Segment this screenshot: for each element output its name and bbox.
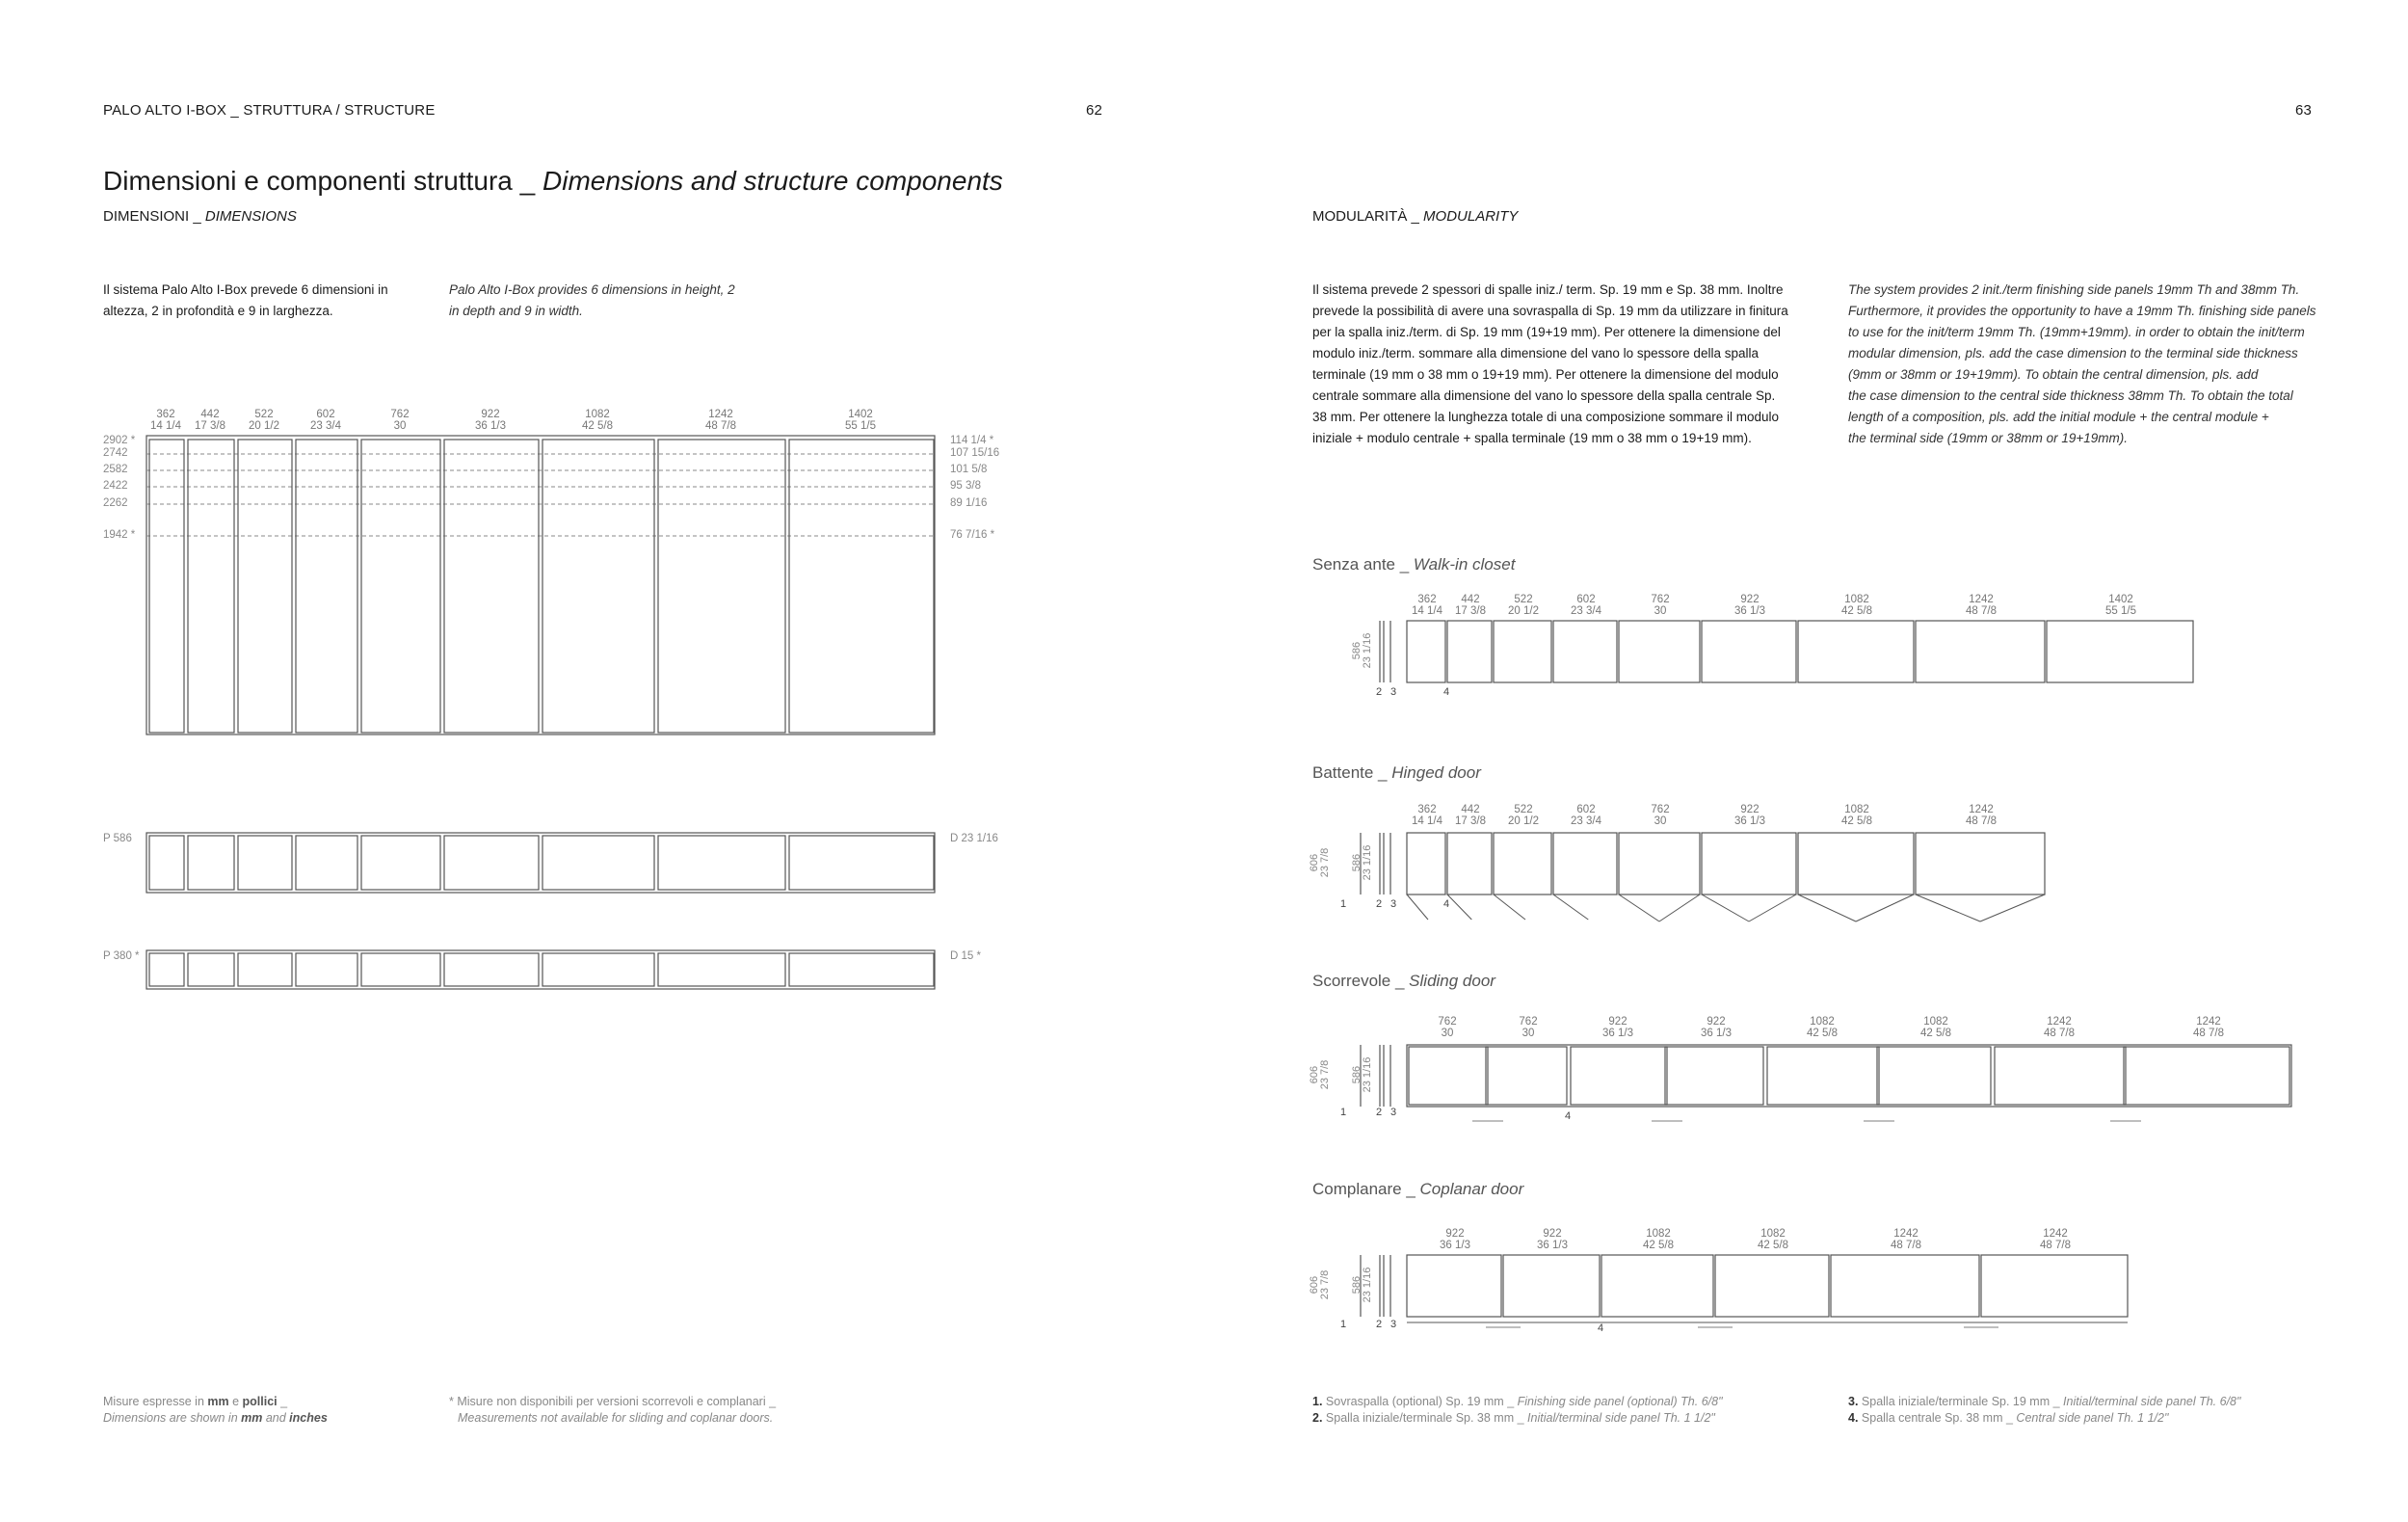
hinged-width-label-in: 30 [1654, 815, 1667, 827]
hinged-width-label [1571, 804, 1601, 827]
width-label [582, 409, 613, 432]
panel-number: 2 [1376, 898, 1383, 910]
door-swing-line [1916, 895, 1980, 921]
height-label-in: 101 5/8 [950, 464, 988, 475]
sliding-width-label-mm: 1082 [1810, 1016, 1835, 1028]
sliding-door-panel [2124, 1047, 2289, 1105]
panel-number: 2 [1376, 1319, 1383, 1330]
sliding-width-label-mm: 1242 [2196, 1016, 2221, 1028]
legend-item: 4. Spalla centrale Sp. 38 mm _ Central side panel Th. 1 1/2" [1848, 1411, 2169, 1425]
panel-number: 3 [1390, 898, 1397, 910]
walkin-width-label [2105, 594, 2136, 617]
plan-module [658, 836, 785, 890]
hinged-module [1702, 833, 1796, 895]
sliding-width-label-mm: 1242 [2047, 1016, 2072, 1028]
walkin-width-label-in: 48 7/8 [1966, 605, 1997, 617]
width-label-in: 48 7/8 [705, 420, 736, 432]
width-label-mm: 1242 [708, 409, 733, 420]
panel-number: 4 [1443, 898, 1450, 910]
hinged-width-label [1412, 804, 1442, 827]
page-title-it: Dimensioni e componenti struttura _ [103, 166, 542, 196]
height-label-in: 114 1/4 * [950, 435, 994, 446]
sliding-width-label [1519, 1016, 1537, 1039]
walkin-width-label [1455, 594, 1486, 617]
hinged-width-label-in: 14 1/4 [1412, 815, 1442, 827]
coplanar-width-label [1643, 1228, 1674, 1251]
coplanar-width-label-in: 48 7/8 [2040, 1240, 2071, 1251]
sliding-door-panel [1877, 1047, 1991, 1105]
height-label-in: 76 7/16 * [950, 529, 995, 541]
walkin-width-label-in: 17 3/8 [1455, 605, 1486, 617]
panel-number: 1 [1340, 1107, 1347, 1118]
coplanar-width-label-mm: 1242 [2043, 1228, 2068, 1240]
panel-number: 2 [1376, 1107, 1383, 1118]
panel-number: 3 [1390, 686, 1397, 698]
elevation-module [188, 440, 234, 733]
sliding-outer-depth-label: 606 23 7/8 [1309, 1059, 1331, 1090]
coplanar-module [1831, 1255, 1979, 1317]
sliding-depth-label: 586 23 1/16 [1351, 1056, 1373, 1093]
walkin-width-label [1508, 594, 1539, 617]
door-swing-line [1494, 895, 1525, 920]
para-it-line: terminale (19 mm o 38 mm o 19+19 mm). Per ottenere la dimensione del modulo [1312, 367, 1779, 382]
walkin-width-label-in: 14 1/4 [1412, 605, 1442, 617]
height-label-mm: 2902 * [103, 435, 136, 446]
elevation-module [658, 440, 785, 733]
door-swing-line [1980, 895, 2045, 921]
hinged-module [1619, 833, 1700, 895]
sliding-width-label [1701, 1016, 1732, 1039]
width-label-mm: 602 [316, 409, 335, 420]
subtitle-dimensions-en: DIMENSIONS [204, 208, 297, 225]
panel-number: 1 [1340, 898, 1347, 910]
coplanar-width-label [1758, 1228, 1788, 1251]
hinged-width-label-mm: 762 [1651, 804, 1670, 815]
coplanar-width-label-mm: 922 [1445, 1228, 1465, 1240]
panel-number: 4 [1565, 1110, 1572, 1122]
sliding-width-label-mm: 762 [1519, 1016, 1538, 1028]
heading-sliding-it: Scorrevole _ [1312, 972, 1410, 990]
walkin-width-label [1734, 594, 1765, 617]
hinged-module [1798, 833, 1914, 895]
door-swing-line [1447, 895, 1471, 920]
para-en-line: (9mm or 38mm or 19+19mm). To obtain the central dimension, pls. add [1848, 367, 2259, 382]
width-label [845, 409, 876, 432]
walkin-module [1798, 621, 1914, 682]
door-swing-line [1619, 895, 1659, 921]
width-label-in: 17 3/8 [195, 420, 225, 432]
para-en-line: length of a composition, pls. add the initial module + the central module + [1848, 410, 2269, 424]
panel-number: 2 [1376, 686, 1383, 698]
para-en-line: to use for the init/term 19mm Th. (19mm+19mm). in order to obtain the init/term [1848, 325, 2305, 339]
hinged-width-label-mm: 922 [1740, 804, 1760, 815]
sliding-width-label-in: 42 5/8 [1920, 1028, 1951, 1039]
height-label-in: 107 15/16 [950, 447, 1000, 459]
hinged-width-label-in: 20 1/2 [1508, 815, 1539, 827]
walkin-module [2047, 621, 2193, 682]
para-it-line: 38 mm. Per ottenere la lunghezza totale di una composizione sommare il modulo [1312, 410, 1780, 424]
intro-it-line: Il sistema Palo Alto I-Box prevede 6 dimensioni in [103, 282, 388, 297]
page-number-left: 62 [1086, 102, 1103, 119]
width-label-mm: 762 [390, 409, 410, 420]
coplanar-width-label [1537, 1228, 1568, 1251]
height-label-mm: 2262 [103, 497, 128, 509]
brand-name: PALO ALTO I-BOX [103, 102, 227, 119]
subtitle-modularity-it: MODULARITÀ _ [1312, 208, 1424, 225]
depth-label-mm: P 380 * [103, 950, 140, 962]
legend-item: 2. Spalla iniziale/terminale Sp. 38 mm _ Initial/terminal side panel Th. 1 1/2" [1312, 1411, 1715, 1425]
plan-module [444, 953, 539, 986]
heading-hinged-en: Hinged door [1391, 763, 1481, 782]
width-label [475, 409, 506, 432]
sliding-door-panel [1995, 1047, 2126, 1105]
walkin-width-label [1651, 594, 1669, 617]
sliding-width-label-in: 36 1/3 [1602, 1028, 1633, 1039]
hinged-width-label-mm: 1242 [1969, 804, 1994, 815]
walkin-width-label-mm: 522 [1514, 594, 1533, 605]
legend-item: 3. Spalla iniziale/terminale Sp. 19 mm _ Initial/terminal side panel Th. 6/8" [1848, 1395, 2241, 1408]
walkin-module [1553, 621, 1617, 682]
footer-measures [103, 1394, 328, 1427]
para-it-line: centrale sommare alla dimensione del vano lo spessore della spalla centrale Sp. [1312, 388, 1776, 403]
coplanar-width-label-mm: 922 [1543, 1228, 1562, 1240]
elevation-module [296, 440, 357, 733]
height-label-in: 95 3/8 [950, 480, 981, 492]
coplanar-width-label [1891, 1228, 1921, 1251]
coplanar-width-label-mm: 1242 [1893, 1228, 1918, 1240]
walkin-width-label-mm: 1082 [1844, 594, 1869, 605]
section-name: _ STRUTTURA / STRUCTURE [226, 102, 436, 119]
coplanar-module [1981, 1255, 2128, 1317]
width-label [195, 409, 225, 432]
hinged-width-label [1455, 804, 1486, 827]
coplanar-module [1407, 1255, 1501, 1317]
walkin-width-label-mm: 1242 [1969, 594, 1994, 605]
panel-number: 3 [1390, 1319, 1397, 1330]
sliding-width-label-in: 30 [1522, 1028, 1535, 1039]
hinged-module [1447, 833, 1492, 895]
hinged-width-label-in: 23 3/4 [1571, 815, 1601, 827]
intro-en-line: Palo Alto I-Box provides 6 dimensions in height, 2 [449, 282, 735, 297]
coplanar-width-label-in: 36 1/3 [1537, 1240, 1568, 1251]
plan-module [296, 836, 357, 890]
walkin-width-label-mm: 442 [1461, 594, 1480, 605]
sliding-width-label-in: 42 5/8 [1807, 1028, 1838, 1039]
heading-walkin-en: Walk-in closet [1413, 555, 1516, 574]
coplanar-depth-label: 586 23 1/16 [1351, 1267, 1373, 1303]
door-swing-line [1798, 895, 1856, 921]
width-label [249, 409, 279, 432]
sliding-width-label-in: 48 7/8 [2044, 1028, 2075, 1039]
hinged-width-label [1651, 804, 1669, 827]
coplanar-width-label-in: 48 7/8 [1891, 1240, 1921, 1251]
width-label-in: 14 1/4 [150, 420, 181, 432]
walkin-width-label-in: 23 3/4 [1571, 605, 1601, 617]
heading-sliding-en: Sliding door [1409, 972, 1495, 990]
door-swing-line [1659, 895, 1700, 921]
door-swing-line [1407, 895, 1428, 920]
hinged-module [1916, 833, 2045, 895]
width-label [150, 409, 181, 432]
hinged-outer-depth-label: 606 23 7/8 [1309, 847, 1331, 878]
width-label-mm: 522 [254, 409, 274, 420]
height-label-mm: 2742 [103, 447, 128, 459]
sliding-width-label-mm: 1082 [1923, 1016, 1948, 1028]
walkin-module [1619, 621, 1700, 682]
sliding-width-label [1602, 1016, 1633, 1039]
walkin-width-label [1966, 594, 1997, 617]
sliding-width-label-in: 48 7/8 [2193, 1028, 2224, 1039]
sliding-door-panel [1486, 1047, 1567, 1105]
sliding-width-label-mm: 922 [1608, 1016, 1627, 1028]
width-label [705, 409, 736, 432]
walkin-module [1494, 621, 1551, 682]
elevation-module [444, 440, 539, 733]
sliding-door-panel [1571, 1047, 1667, 1105]
width-label-in: 36 1/3 [475, 420, 506, 432]
para-it-line: Il sistema prevede 2 spessori di spalle iniz./ term. Sp. 19 mm e Sp. 38 mm. Inoltre [1312, 282, 1784, 297]
walkin-width-label [1571, 594, 1601, 617]
door-swing-line [1553, 895, 1588, 920]
panel-number: 4 [1443, 686, 1450, 698]
page-title-en: Dimensions and structure components [542, 166, 1003, 196]
coplanar-module [1601, 1255, 1713, 1317]
width-label-in: 20 1/2 [249, 420, 279, 432]
plan-module [188, 953, 234, 986]
depth-label-mm: P 586 [103, 833, 132, 844]
intro-it-line: altezza, 2 in profondità e 9 in larghezza. [103, 304, 333, 318]
width-label-mm: 1082 [585, 409, 610, 420]
height-label-mm: 2582 [103, 464, 128, 475]
depth-label-in: D 15 * [950, 950, 981, 962]
plan-module [789, 836, 934, 890]
hinged-width-label-mm: 602 [1576, 804, 1596, 815]
plan-module [361, 953, 440, 986]
sliding-width-label-mm: 762 [1438, 1016, 1457, 1028]
coplanar-width-label-mm: 1082 [1760, 1228, 1786, 1240]
sliding-width-label [2044, 1016, 2075, 1039]
plan-frame [146, 833, 935, 893]
height-label-mm: 1942 * [103, 529, 136, 541]
coplanar-width-label [1440, 1228, 1470, 1251]
walkin-width-label-in: 55 1/5 [2105, 605, 2136, 617]
walkin-module [1916, 621, 2045, 682]
panel-number: 4 [1598, 1322, 1604, 1334]
para-en-line: Furthermore, it provides the opportunity to have a 19mm Th. finishing side panels [1848, 304, 2316, 318]
sliding-width-label [1438, 1016, 1456, 1039]
hinged-width-label [1841, 804, 1872, 827]
heading-hinged-it: Battente _ [1312, 763, 1392, 782]
hinged-width-label-in: 17 3/8 [1455, 815, 1486, 827]
elevation-module [361, 440, 440, 733]
plan-module [296, 953, 357, 986]
plan-module [542, 836, 654, 890]
plan-module [444, 836, 539, 890]
panel-number: 3 [1390, 1107, 1397, 1118]
plan-module [188, 836, 234, 890]
hinged-width-label [1966, 804, 1997, 827]
para-en-line: the terminal side (19mm or 38mm or 19+19mm). [1848, 431, 2128, 445]
height-label-in: 89 1/16 [950, 497, 988, 509]
para-en-line: modular dimension, pls. add the case dimension to the terminal side thickness [1848, 346, 2298, 360]
para-it-line: per la spalla iniz./term. di Sp. 19 mm (19+19 mm). Per ottenere la dimensione del [1312, 325, 1781, 339]
elevation-module [542, 440, 654, 733]
width-label [390, 409, 409, 432]
hinged-width-label-in: 36 1/3 [1734, 815, 1765, 827]
sliding-width-label-in: 36 1/3 [1701, 1028, 1732, 1039]
panel-number: 1 [1340, 1319, 1347, 1330]
page-number-right: 63 [2295, 102, 2313, 119]
coplanar-width-label-in: 42 5/8 [1758, 1240, 1788, 1251]
walkin-width-label-in: 30 [1654, 605, 1667, 617]
door-swing-line [1749, 895, 1796, 921]
elevation-module [149, 440, 184, 733]
coplanar-width-label [2040, 1228, 2071, 1251]
walkin-width-label-in: 42 5/8 [1841, 605, 1872, 617]
plan-module [361, 836, 440, 890]
plan-frame [146, 950, 935, 989]
coplanar-width-label-in: 42 5/8 [1643, 1240, 1674, 1251]
walkin-width-label-in: 20 1/2 [1508, 605, 1539, 617]
footer-measures-it: Misure espresse in mm e pollici _ [103, 1395, 288, 1408]
para-en-line: The system provides 2 init./term finishing side panels 19mm Th and 38mm Th. [1848, 282, 2300, 297]
door-swing-line [1702, 895, 1749, 921]
width-label-mm: 1402 [848, 409, 873, 420]
width-label-in: 42 5/8 [582, 420, 613, 432]
coplanar-module [1715, 1255, 1829, 1317]
elevation-module [238, 440, 292, 733]
width-label-mm: 922 [481, 409, 500, 420]
walkin-width-label-mm: 922 [1740, 594, 1760, 605]
heading-walkin-it: Senza ante _ [1312, 555, 1414, 574]
sliding-door-panel [1665, 1047, 1763, 1105]
door-swing-line [1856, 895, 1914, 921]
walkin-width-label [1412, 594, 1442, 617]
coplanar-width-label-mm: 1082 [1646, 1228, 1671, 1240]
footer-note [449, 1394, 776, 1427]
coplanar-outer-depth-label: 606 23 7/8 [1309, 1269, 1331, 1300]
walkin-width-label-mm: 1402 [2108, 594, 2133, 605]
sliding-width-label-mm: 922 [1707, 1016, 1726, 1028]
width-label-in: 30 [393, 420, 407, 432]
sliding-width-label [2193, 1016, 2224, 1039]
plan-module [149, 953, 184, 986]
depth-label-in: D 23 1/16 [950, 833, 998, 844]
sliding-frame [1407, 1045, 2291, 1107]
subtitle-dimensions-it: DIMENSIONI _ [103, 208, 205, 225]
sliding-door-panel [1767, 1047, 1879, 1105]
heading-coplanar-it: Complanare _ [1312, 1180, 1420, 1198]
para-it-line: modulo iniz./term. sommare alla dimensione del vano lo spessore della spalla [1312, 346, 1759, 360]
hinged-width-label [1734, 804, 1765, 827]
hinged-width-label-mm: 362 [1417, 804, 1437, 815]
elevation-frame [146, 436, 935, 734]
sliding-door-panel [1409, 1047, 1488, 1105]
width-label-in: 23 3/4 [310, 420, 341, 432]
para-en-line: the case dimension to the central side thickness 38mm Th. To obtain the total [1848, 388, 2293, 403]
footer-note-en: Measurements not available for sliding and coplanar doors. [458, 1411, 774, 1425]
plan-module [238, 836, 292, 890]
legend-item: 1. Sovraspalla (optional) Sp. 19 mm _ Finishing side panel (optional) Th. 6/8" [1312, 1395, 1723, 1408]
walkin-width-label-mm: 362 [1417, 594, 1437, 605]
para-it-line: prevede la possibilità di avere una sovraspalla di Sp. 19 mm da utilizzare in finitura [1312, 304, 1788, 318]
hinged-depth-label: 586 23 1/16 [1351, 844, 1373, 881]
hinged-width-label-in: 48 7/8 [1966, 815, 1997, 827]
sliding-width-label [1920, 1016, 1951, 1039]
sliding-width-label-in: 30 [1441, 1028, 1454, 1039]
intro-en-line: in depth and 9 in width. [449, 304, 583, 318]
hinged-width-label-mm: 442 [1461, 804, 1480, 815]
legend-col-2 [1848, 1394, 2240, 1427]
hinged-width-label-mm: 522 [1514, 804, 1533, 815]
hinged-module [1407, 833, 1445, 895]
height-label-mm: 2422 [103, 480, 128, 492]
plan-module [238, 953, 292, 986]
width-label [310, 409, 341, 432]
coplanar-width-label-in: 36 1/3 [1440, 1240, 1470, 1251]
width-label-mm: 442 [200, 409, 220, 420]
footer-note-it: * Misure non disponibili per versioni scorrevoli e complanari _ [449, 1395, 777, 1408]
width-label-mm: 362 [156, 409, 175, 420]
coplanar-module [1503, 1255, 1600, 1317]
plan-module [658, 953, 785, 986]
walkin-module [1407, 621, 1445, 682]
footer-measures-en: Dimensions are shown in mm and inches [103, 1411, 328, 1425]
walkin-width-label-mm: 602 [1576, 594, 1596, 605]
hinged-module [1553, 833, 1617, 895]
plan-module [542, 953, 654, 986]
para-it-line: iniziale + modulo centrale + spalla terminale (19 mm o 38 mm o 19+19 mm). [1312, 431, 1752, 445]
walkin-module [1702, 621, 1796, 682]
hinged-width-label-in: 42 5/8 [1841, 815, 1872, 827]
hinged-width-label [1508, 804, 1539, 827]
walkin-width-label [1841, 594, 1872, 617]
walkin-depth-label: 586 23 1/16 [1351, 632, 1373, 669]
hinged-width-label-mm: 1082 [1844, 804, 1869, 815]
walkin-module [1447, 621, 1492, 682]
heading-coplanar-en: Coplanar door [1419, 1180, 1524, 1198]
width-label-in: 55 1/5 [845, 420, 876, 432]
sliding-width-label [1807, 1016, 1838, 1039]
walkin-width-label-mm: 762 [1651, 594, 1670, 605]
plan-module [789, 953, 934, 986]
subtitle-modularity-en: MODULARITY [1423, 208, 1519, 225]
elevation-module [789, 440, 934, 733]
walkin-width-label-in: 36 1/3 [1734, 605, 1765, 617]
hinged-module [1494, 833, 1551, 895]
plan-module [149, 836, 184, 890]
legend-col-1 [1312, 1394, 1723, 1427]
